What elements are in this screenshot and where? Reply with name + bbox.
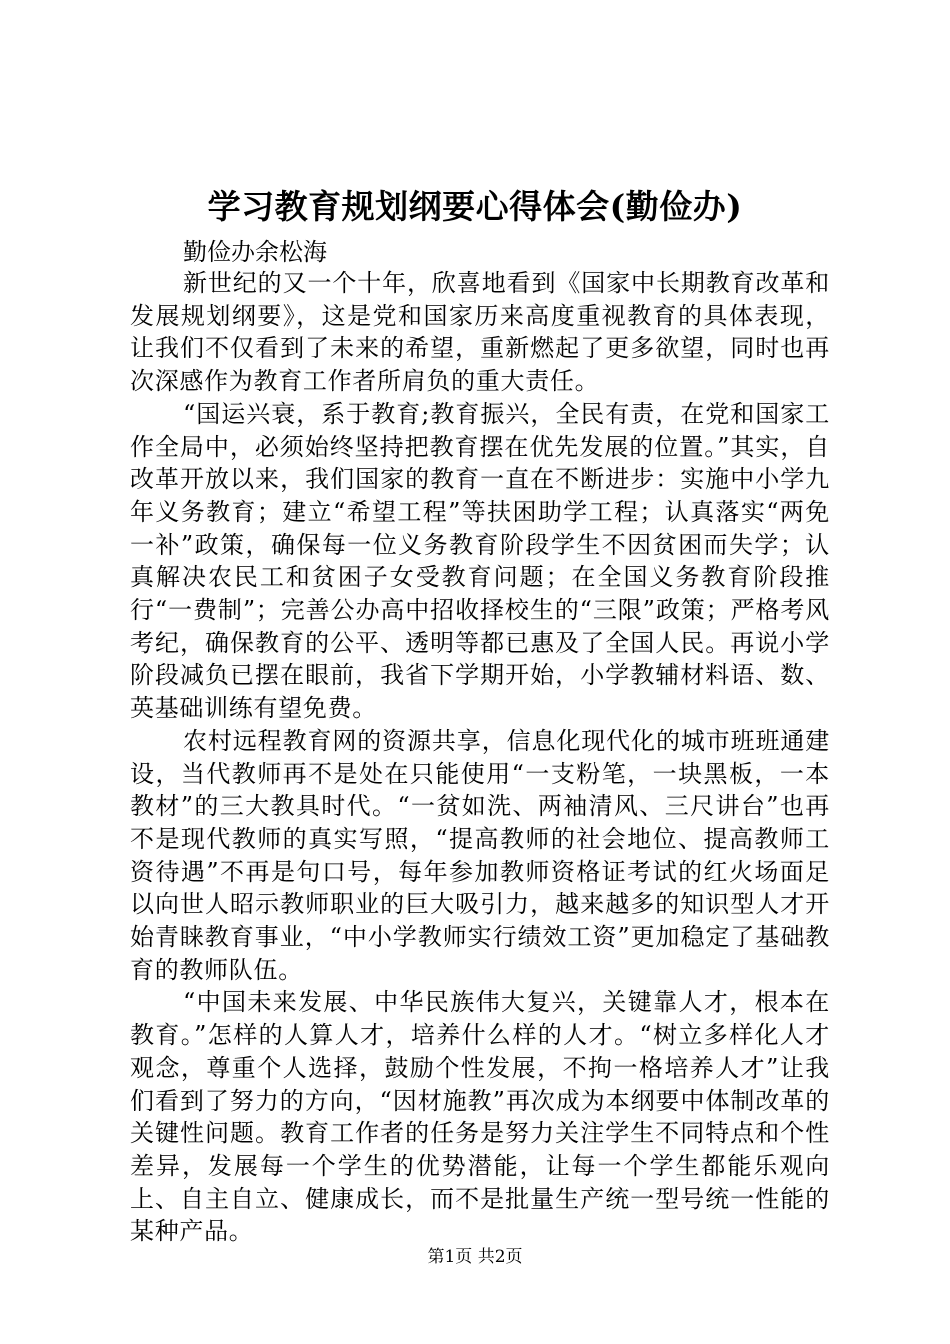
paragraph-3: 农村远程教育网的资源共享，信息化现代化的城市班班通建设，当代教师再不是处在只能使用“一支粉笔，一块黑板，一本教材”的三大教具时代。“一贫如洗、两袖清风、三尺讲台”也再不是现代教师的真实写照，“提高教师的社会地位、提高教师工资待遇”不再是句口号，每年参加教师资格证考试的红火场面足以向世人昭示教师职业的巨大吸引力，越来越多的知识型人才开始青睐教育事业，“中小学教师实行绩效工资”更加稳定了基础教育的教师队伍。 bbox=[130, 726, 830, 984]
document-title: 学习教育规划纲要心得体会(勤俭办) bbox=[207, 187, 743, 226]
paragraph-2: “国运兴衰，系于教育;教育振兴，全民有责，在党和国家工作全局中，必须始终坚持把教育摆在优先发展的位置。”其实，自改革开放以来，我们国家的教育一直在不断进步：实施中小学九年义务教育；建立“希望工程”等扶困助学工程；认真落实“两免一补”政策，确保每一位义务教育阶段学生不因贫困而失学；认真解决农民工和贫困子女受教育问题；在全国义务教育阶段推行“一费制”；完善公办高中招收择校生的“三限”政策；严格考风考纪，确保教育的公平、透明等都已惠及了全国人民。再说小学阶段减负已摆在眼前，我省下学期开始，小学教辅材料语、数、英基础训练有望免费。 bbox=[130, 399, 830, 723]
paragraph-1: 新世纪的又一个十年，欣喜地看到《国家中长期教育改革和发展规划纲要》，这是党和国家历来高度重视教育的具体表现，让我们不仅看到了未来的希望，重新燃起了更多欲望，同时也再次深感作为教育工作者所肩负的重大责任。 bbox=[130, 269, 830, 396]
document-author: 勤俭办余松海 bbox=[183, 238, 327, 266]
document-body bbox=[130, 267, 830, 1248]
paragraph-4: “中国未来发展、中华民族伟大复兴，关键靠人才，根本在教育。”怎样的人算人才，培养什么样的人才。“树立多样化人才观念，尊重个人选择，鼓励个性发展，不拘一格培养人才”让我们看到了努力的方向，“因材施教”再次成为本纲要中体制改革的关键性问题。教育工作者的任务是努力关注学生不同特点和个性差异，发展每一个学生的优势潜能，让每一个学生都能乐观向上、自主自立、健康成长，而不是批量生产统一型号统一性能的某种产品。 bbox=[130, 988, 830, 1246]
page-footer: 第1页 共2页 bbox=[427, 1247, 523, 1267]
